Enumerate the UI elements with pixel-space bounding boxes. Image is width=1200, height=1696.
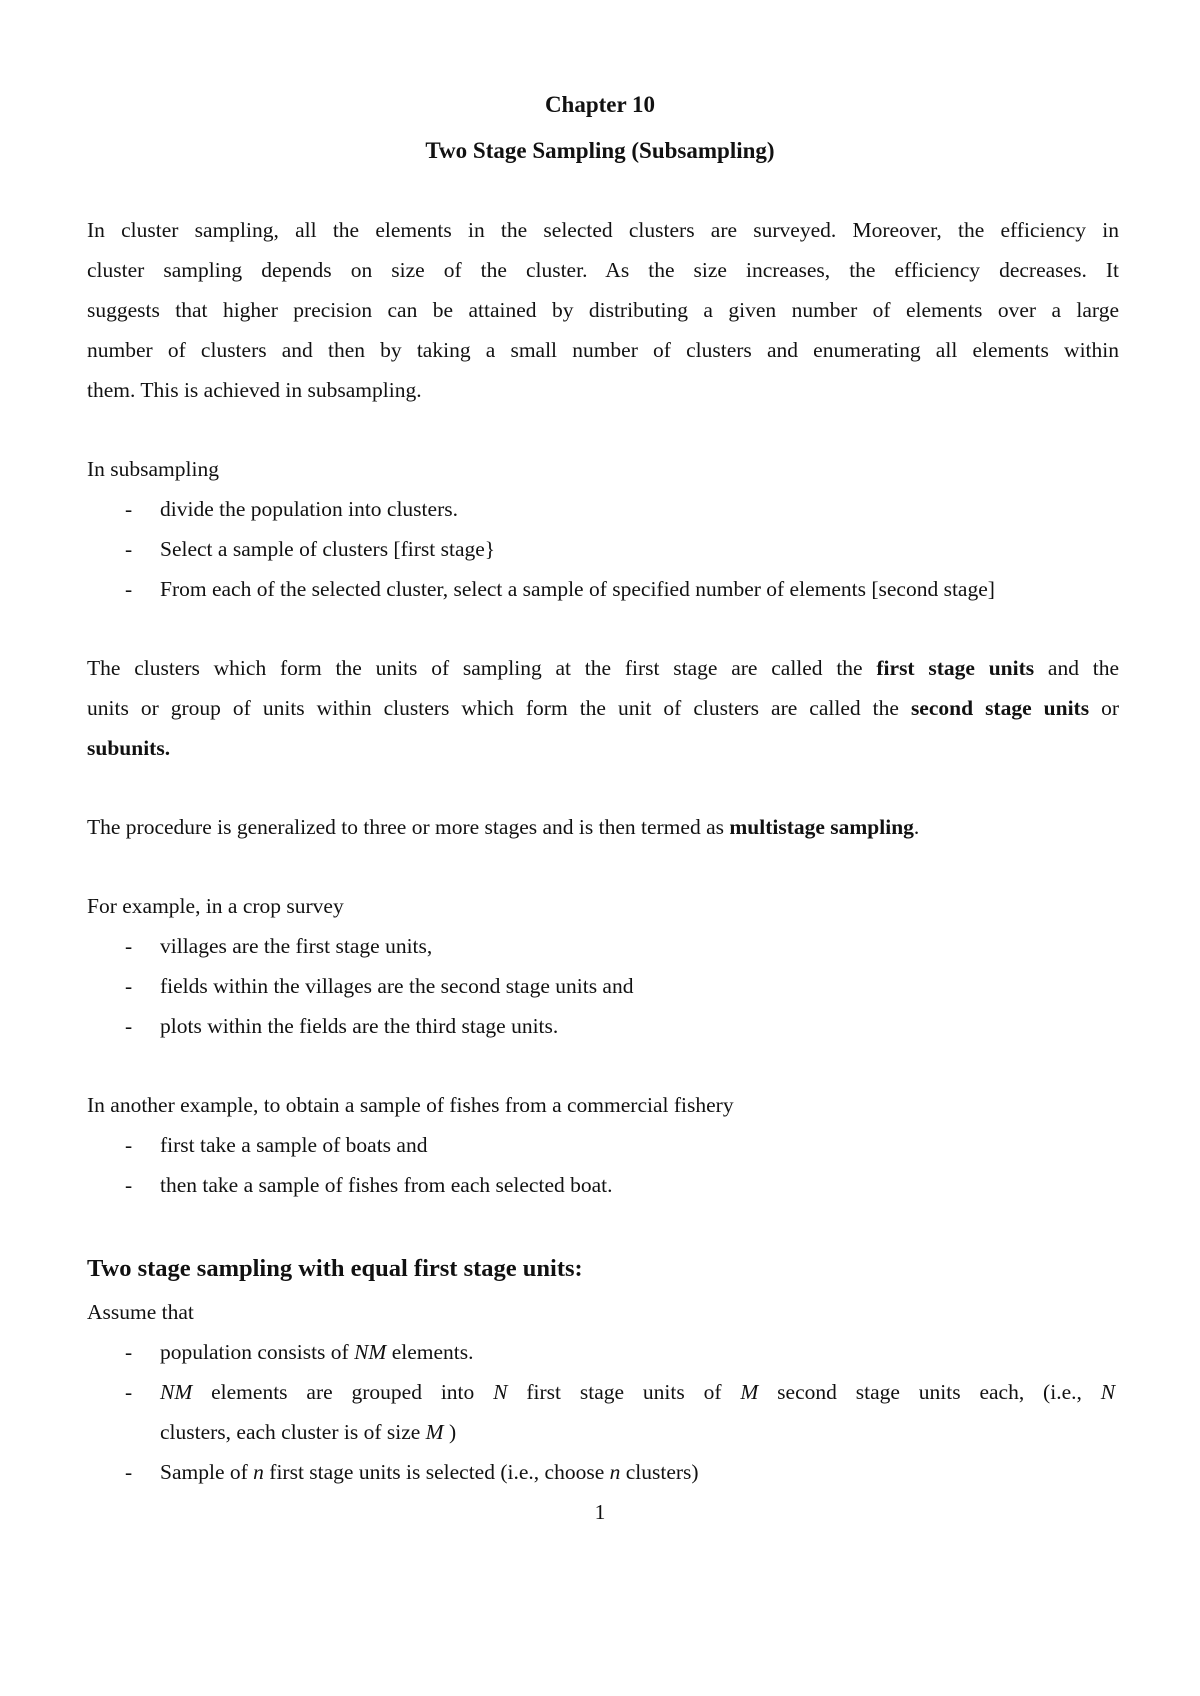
chapter-label: Chapter 10 [544,92,656,117]
list-dash: - [125,1014,133,1038]
fish-lead: In another example, to obtain a sample of fishes from a commercial fishery [87,1093,734,1117]
assume-item-3: Sample of n first stage units is selected (i.e., choose n clusters) [160,1460,699,1484]
crop-item-2: fields within the villages are the second stage units and [160,974,634,998]
fish-item-1: first take a sample of boats and [160,1133,428,1157]
list-dash: - [125,1340,133,1364]
assume-item-1: population consists of NM elements. [160,1340,474,1364]
crop-item-3: plots within the fields are the third stage units. [160,1014,559,1038]
fish-item-2: then take a sample of fishes from each selected boat. [160,1173,613,1197]
list-dash: - [125,1133,133,1157]
multistage-line: The procedure is generalized to three or more stages and is then termed as multistage sampling. [87,815,920,839]
list-dash: - [125,497,133,521]
intro-line-1: In cluster sampling, all the elements in the selected clusters are surveyed. Moreover, the efficiency in [87,218,1119,242]
units-line-1: The clusters which form the units of sampling at the first stage are called the first stage units and the [87,656,1120,680]
intro-line-4: number of clusters and then by taking a small number of clusters and enumerating all elements within [87,338,1119,362]
subsampling-item-2: Select a sample of clusters [first stage} [160,537,496,561]
list-dash: - [125,934,133,958]
section-heading: Two stage sampling with equal first stage units: [87,1255,583,1282]
units-line-3: subunits. [87,736,171,760]
list-dash: - [125,577,133,601]
intro-line-2: cluster sampling depends on size of the cluster. As the size increases, the efficiency decreases. It [87,258,1119,282]
list-dash: - [125,537,133,561]
subsampling-item-3: From each of the selected cluster, select a sample of specified number of elements [second stage] [160,577,995,601]
list-dash: - [125,974,133,998]
intro-line-5: them. This is achieved in subsampling. [87,378,422,402]
list-dash: - [125,1460,133,1484]
intro-line-3: suggests that higher precision can be attained by distributing a given number of elements over a large [87,298,1119,322]
subsampling-lead: In subsampling [87,457,219,481]
crop-lead: For example, in a crop survey [87,894,344,918]
assume-item-2-line-1: NM elements are grouped into N first stage units of M second stage units each, (i.e., N [160,1380,1116,1404]
assume-lead: Assume that [87,1300,194,1324]
list-dash: - [125,1380,133,1404]
units-line-2: units or group of units within clusters which form the unit of clusters are called the second stage units or [87,696,1120,720]
page-number: 1 [594,1500,606,1524]
subsampling-item-1: divide the population into clusters. [160,497,458,521]
assume-item-2-line-2: clusters, each cluster is of size M ) [160,1420,457,1444]
chapter-title: Two Stage Sampling (Subsampling) [425,138,775,163]
crop-item-1: villages are the first stage units, [160,934,433,958]
list-dash: - [125,1173,133,1197]
